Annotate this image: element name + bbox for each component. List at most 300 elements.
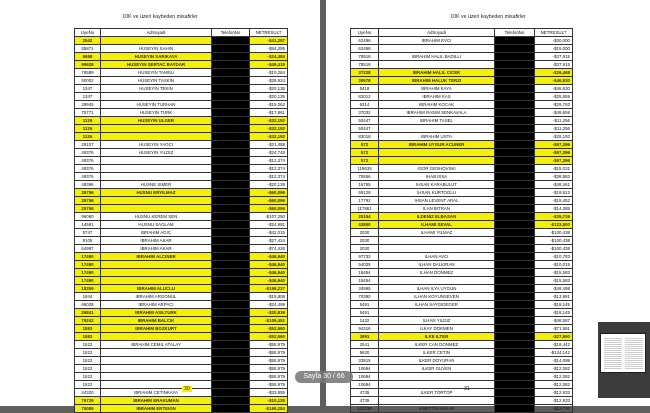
- table-row: [75, 149, 288, 157]
- table-row: [75, 389, 288, 397]
- cell-phone-redacted: [212, 237, 250, 245]
- cell-member-id: 25756: [75, 189, 101, 197]
- table-row: [75, 277, 288, 285]
- cell-member-id: 17490: [75, 261, 101, 269]
- cell-phone-redacted: [495, 229, 535, 237]
- table-row: [351, 293, 573, 301]
- cell-name: [379, 237, 495, 245]
- cell-phone-redacted: [495, 85, 535, 93]
- table-row: [351, 253, 573, 261]
- cell-net-result: -$17,861: [250, 109, 288, 117]
- cell-name: [379, 381, 495, 389]
- cell-net-result: -$12,374: [250, 173, 288, 181]
- table-row: [75, 213, 288, 221]
- cell-net-result: -$12,933: [535, 389, 573, 397]
- cell-member-id: 25154: [351, 213, 379, 221]
- cell-net-result: -$26,468: [535, 69, 573, 77]
- cell-name: HUSNU KEREM SEN: [101, 213, 212, 221]
- cell-phone-redacted: [212, 133, 250, 141]
- cell-phone-redacted: [495, 277, 535, 285]
- cell-member-id: 94316: [351, 325, 379, 333]
- cell-phone-redacted: [495, 173, 535, 181]
- table-row: [351, 309, 573, 317]
- cell-phone-redacted: [212, 37, 250, 45]
- table-row: [75, 37, 288, 45]
- cell-net-result: -$10,015: [535, 261, 573, 269]
- cell-phone-redacted: [212, 101, 250, 109]
- cell-name: ILKAY DOKMEN: [379, 325, 495, 333]
- cell-member-id: 572: [351, 157, 379, 165]
- table-row: [351, 53, 573, 61]
- cell-member-id: 1126: [75, 125, 101, 133]
- cell-member-id: 1126: [75, 133, 101, 141]
- table-row: [75, 125, 288, 133]
- cell-phone-redacted: [212, 141, 250, 149]
- table-row: [351, 109, 573, 117]
- table-row: [75, 237, 288, 245]
- cell-name: [101, 125, 212, 133]
- cell-member-id: 97733: [351, 253, 379, 261]
- cell-phone-redacted: [212, 365, 250, 373]
- cell-net-result: -$60,096: [250, 197, 288, 205]
- cell-name: HUSEYIN ULGER: [101, 117, 212, 125]
- cell-net-result: -$60,096: [250, 205, 288, 213]
- table-row: [351, 133, 573, 141]
- cell-member-id: 1432: [351, 317, 379, 325]
- table-row: [75, 309, 288, 317]
- cell-net-result: -$48,587: [535, 317, 573, 325]
- cell-member-id: 572: [351, 149, 379, 157]
- table-row: [75, 317, 288, 325]
- cell-name: IBRAHIM HALIL CICEK: [379, 69, 495, 77]
- cell-name: HUSEYIN TURK: [101, 109, 212, 117]
- cell-net-result: -$19,913: [535, 189, 573, 197]
- cell-net-result: -$20,839: [250, 309, 288, 317]
- cell-member-id: 17490: [75, 253, 101, 261]
- cell-net-result: -$25,659: [535, 93, 573, 101]
- table-row: [351, 189, 573, 197]
- table-row: [351, 389, 573, 397]
- page-number: 31: [464, 386, 470, 392]
- loss-table: [74, 28, 288, 413]
- cell-phone-redacted: [212, 69, 250, 77]
- cell-name: IBRAHIM HALIL BADILLI: [379, 53, 495, 61]
- cell-name: ILKER GUVEN: [379, 365, 495, 373]
- cell-phone-redacted: [495, 301, 535, 309]
- cell-phone-redacted: [495, 61, 535, 69]
- cell-name: [101, 349, 212, 357]
- cell-phone-redacted: [212, 125, 250, 133]
- cell-name: IBRAHIM HALUK TERZI: [379, 77, 495, 85]
- cell-net-result: -$55,979: [250, 365, 288, 373]
- cell-net-result: -$10,284: [250, 69, 288, 77]
- table-row: [75, 117, 288, 125]
- cell-net-result: -$14,099: [535, 357, 573, 365]
- cell-name: HUSEYIN TAMSU: [101, 69, 212, 77]
- cell-net-result: -$38,883: [535, 173, 573, 181]
- cell-name: IBRAHIM ASILTURK: [101, 309, 212, 317]
- cell-net-result: -$11,256: [535, 117, 573, 125]
- cell-member-id: 66028: [75, 301, 101, 309]
- table-row: [351, 141, 573, 149]
- cell-member-id: 2541: [351, 341, 379, 349]
- cell-net-result: -$55,979: [250, 357, 288, 365]
- cell-net-result: -$54,395: [250, 45, 288, 53]
- table-row: [351, 157, 573, 165]
- cell-phone-redacted: [212, 269, 250, 277]
- cell-member-id: 50002: [75, 77, 101, 85]
- cell-phone-redacted: [495, 365, 535, 373]
- cell-name: IBRAHIM AKAR: [101, 245, 212, 253]
- cell-net-result: -$27,990: [535, 333, 573, 341]
- table-row: [75, 285, 288, 293]
- cell-net-result: -$35,726: [535, 213, 573, 221]
- table-row: [351, 213, 573, 221]
- cell-name: [379, 309, 495, 317]
- cell-phone-redacted: [212, 325, 250, 333]
- cell-phone-redacted: [495, 117, 535, 125]
- cell-member-id: 25756: [75, 197, 101, 205]
- cell-name: HUSNE SIMER: [101, 181, 212, 189]
- cell-member-id: 10694: [351, 373, 379, 381]
- cell-member-id: 79089: [75, 405, 101, 413]
- cell-phone-redacted: [212, 157, 250, 165]
- cell-member-id: 25756: [75, 205, 101, 213]
- cell-net-result: -$24,484: [250, 53, 288, 61]
- cell-name: HUSEYIN YAGCI: [101, 141, 212, 149]
- cell-phone-redacted: [212, 301, 250, 309]
- cell-member-id: 37228: [351, 69, 379, 77]
- cell-name: [379, 245, 495, 253]
- cell-phone-redacted: [495, 325, 535, 333]
- cell-phone-redacted: [212, 221, 250, 229]
- cell-member-id: 14581: [75, 221, 101, 229]
- cell-name: [101, 93, 212, 101]
- cell-member-id: 18359: [75, 285, 101, 293]
- table-row: [351, 45, 573, 53]
- table-row: [75, 173, 288, 181]
- cell-name: IBRAHIM ARPACI: [101, 301, 212, 309]
- table-row: [351, 245, 573, 253]
- cell-net-result: -$12,374: [250, 157, 288, 165]
- cell-name: ILHAMI YILMAZ: [379, 229, 495, 237]
- cell-net-result: -$32,192: [250, 133, 288, 141]
- cell-phone-redacted: [495, 317, 535, 325]
- cell-member-id: 3991: [351, 333, 379, 341]
- cell-phone-redacted: [495, 101, 535, 109]
- cell-phone-redacted: [212, 205, 250, 213]
- cell-member-id: 50447: [351, 117, 379, 125]
- cell-net-result: -$11,256: [535, 125, 573, 133]
- cell-phone-redacted: [495, 53, 535, 61]
- cell-net-result: -$49,659: [535, 109, 573, 117]
- table-row: [75, 269, 288, 277]
- cell-phone-redacted: [212, 229, 250, 237]
- cell-net-result: -$29,192: [535, 133, 573, 141]
- cell-net-result: -$10,783: [535, 253, 573, 261]
- cell-net-result: -$109,451: [250, 317, 288, 325]
- cell-name: HUSEYIN SERTAC BAYDAR: [101, 61, 212, 69]
- cell-member-id: 34995: [351, 285, 379, 293]
- cell-name: ILHAN SAYGIDEGER: [379, 301, 495, 309]
- cell-phone-redacted: [495, 125, 535, 133]
- cell-member-id: 43800: [351, 221, 379, 229]
- cell-name: IBRAHIM USTA: [379, 133, 495, 141]
- table-header-row: [351, 29, 573, 37]
- cell-phone-redacted: [212, 309, 250, 317]
- table-row: [351, 173, 573, 181]
- cell-net-result: -$46,940: [250, 277, 288, 285]
- cell-net-result: -$13,981: [535, 293, 573, 301]
- table-row: [75, 69, 288, 77]
- cell-net-result: -$97,396: [535, 141, 573, 149]
- cell-phone-redacted: [212, 261, 250, 269]
- cell-net-result: -$46,930: [535, 77, 573, 85]
- header-net: NETRESULT: [250, 29, 288, 37]
- table-row: [75, 45, 288, 53]
- cell-name: [379, 373, 495, 381]
- cell-member-id: 62498: [351, 37, 379, 45]
- cell-net-result: -$55,979: [250, 349, 288, 357]
- cell-member-id: 5658: [75, 53, 101, 61]
- page-thumbnail-panel[interactable]: [598, 322, 650, 398]
- cell-member-id: 55871: [75, 45, 101, 53]
- cell-net-result: -$20,135: [250, 93, 288, 101]
- cell-phone-redacted: [495, 77, 535, 85]
- table-row: [75, 397, 288, 405]
- cell-name: IBRAHIM BOZKURT: [101, 325, 212, 333]
- cell-name: HUSEYIN SAHIN: [101, 45, 212, 53]
- cell-phone-redacted: [212, 277, 250, 285]
- header-phone: TelefonNo: [212, 29, 250, 37]
- cell-phone-redacted: [495, 405, 535, 413]
- cell-phone-redacted: [212, 245, 250, 253]
- cell-phone-redacted: [212, 389, 250, 397]
- table-row: [75, 93, 288, 101]
- cell-name: IBRAHIM ERTEKIN: [101, 405, 212, 413]
- cell-member-id: 44320: [75, 389, 101, 397]
- cell-net-result: -$18,145: [535, 301, 573, 309]
- cell-phone-redacted: [495, 37, 535, 45]
- table-row: [351, 237, 573, 245]
- cell-name: IHSAN KURTOGLU: [379, 189, 495, 197]
- cell-member-id: 82013: [351, 93, 379, 101]
- cell-name: [101, 133, 212, 141]
- cell-name: HUSEYIN TASKIN: [101, 77, 212, 85]
- cell-phone-redacted: [495, 45, 535, 53]
- cell-name: [101, 157, 212, 165]
- table-row: [351, 373, 573, 381]
- table-row: [351, 125, 573, 133]
- table-row: [351, 341, 573, 349]
- cell-net-result: -$13,730: [535, 405, 573, 413]
- cell-phone-redacted: [495, 341, 535, 349]
- cell-name: ILHAN ILYA UYGUN: [379, 285, 495, 293]
- table-row: [351, 317, 573, 325]
- cell-name: [101, 165, 212, 173]
- cell-phone-redacted: [212, 381, 250, 389]
- cell-name: IBRAHIM TASEL: [379, 117, 495, 125]
- cell-member-id: 10694: [351, 365, 379, 373]
- cell-member-id: 17490: [75, 277, 101, 285]
- cell-name: IBRAHIM BALCIK: [101, 317, 212, 325]
- cell-phone-redacted: [495, 221, 535, 229]
- table-row: [75, 341, 288, 349]
- page-thumbnail[interactable]: [600, 333, 646, 373]
- cell-name: IHSAN KARABULUT: [379, 181, 495, 189]
- cell-member-id: 39578: [351, 77, 379, 85]
- cell-net-result: -$33,855: [250, 389, 288, 397]
- cell-member-id: 2030: [351, 245, 379, 253]
- page-title: 10K ve üzeri kaybeden misafirler: [122, 14, 198, 20]
- cell-net-result: -$18,145: [535, 309, 573, 317]
- cell-net-result: -$21,488: [250, 141, 288, 149]
- table-row: [75, 205, 288, 213]
- cell-member-id: 1844: [75, 293, 101, 301]
- table-row: [351, 101, 573, 109]
- cell-name: IBRAHIM AKAR: [101, 237, 212, 245]
- cell-net-result: -$24,748: [250, 149, 288, 157]
- document-page-left: [0, 0, 320, 411]
- cell-name: IBRAHIM RASIM SENKAVALA: [379, 109, 495, 117]
- cell-name: HUSEYIN YILDIZ: [101, 149, 212, 157]
- cell-name: [101, 381, 212, 389]
- cell-member-id: 1583: [75, 333, 101, 341]
- table-row: [75, 109, 288, 117]
- cell-member-id: 5747: [75, 229, 101, 237]
- cell-phone-redacted: [212, 93, 250, 101]
- cell-net-result: -$15,062: [250, 101, 288, 109]
- cell-phone-redacted: [495, 309, 535, 317]
- cell-phone-redacted: [495, 157, 535, 165]
- cell-net-result: -$97,396: [535, 149, 573, 157]
- cell-member-id: 75771: [75, 109, 101, 117]
- cell-member-id: 572: [351, 141, 379, 149]
- cell-net-result: -$30,000: [535, 37, 573, 45]
- cell-phone-redacted: [212, 253, 250, 261]
- cell-member-id: 1522: [75, 357, 101, 365]
- cell-net-result: -$74,426: [250, 245, 288, 253]
- cell-member-id: 1522: [75, 373, 101, 381]
- cell-net-result: -$46,940: [250, 261, 288, 269]
- cell-phone-redacted: [495, 349, 535, 357]
- table-row: [75, 157, 288, 165]
- cell-name: ILHAN KOYUNSEVEN: [379, 293, 495, 301]
- thumbnail-page-right: [625, 338, 643, 370]
- table-row: [351, 397, 573, 405]
- cell-phone-redacted: [495, 165, 535, 173]
- cell-name: [101, 37, 212, 45]
- cell-net-result: -$55,979: [250, 373, 288, 381]
- cell-member-id: 48396: [75, 181, 101, 189]
- cell-member-id: 50447: [351, 125, 379, 133]
- cell-net-result: -$14,385: [535, 205, 573, 213]
- cell-name: ILMETTIN ASKAR: [379, 405, 495, 413]
- cell-name: [379, 157, 495, 165]
- cell-net-result: -$12,082: [535, 381, 573, 389]
- cell-member-id: 99928: [75, 61, 101, 69]
- table-row: [351, 85, 573, 93]
- cell-member-id: 37032: [351, 109, 379, 117]
- cell-net-result: -$12,082: [535, 373, 573, 381]
- table-row: [351, 221, 573, 229]
- table-row: [351, 77, 573, 85]
- cell-member-id: 78518: [351, 61, 379, 69]
- table-row: [75, 301, 288, 309]
- cell-net-result: -$15,583: [535, 269, 573, 277]
- cell-name: IBRAHIM UYGUR ACUNER: [379, 141, 495, 149]
- cell-member-id: 1583: [75, 325, 101, 333]
- cell-member-id: 76729: [75, 397, 101, 405]
- cell-name: ILAN BITRAN: [379, 205, 495, 213]
- cell-member-id: 1522: [75, 349, 101, 357]
- cell-name: ILKER CAN DONMEZ: [379, 341, 495, 349]
- table-row: [75, 293, 288, 301]
- cell-net-result: -$169,284: [250, 405, 288, 413]
- cell-name: [379, 125, 495, 133]
- cell-member-id: 78589: [75, 69, 101, 77]
- cell-member-id: 78518: [351, 53, 379, 61]
- cell-net-result: -$49,419: [250, 61, 288, 69]
- cell-phone-redacted: [212, 197, 250, 205]
- cell-member-id: 79242: [75, 317, 101, 325]
- cell-phone-redacted: [495, 93, 535, 101]
- cell-name: IGOR GESHOVSKI: [379, 165, 495, 173]
- table-row: [351, 269, 573, 277]
- page-indicator: Sayfa 30 / 66: [295, 371, 353, 383]
- cell-member-id: 4735: [351, 389, 379, 397]
- cell-net-result: -$166,227: [250, 285, 288, 293]
- cell-name: IBRAHIM EVCI: [379, 37, 495, 45]
- cell-member-id: 54997: [75, 245, 101, 253]
- table-row: [75, 101, 288, 109]
- cell-phone-redacted: [212, 285, 250, 293]
- table-row: [75, 405, 288, 413]
- table-row: [75, 53, 288, 61]
- cell-member-id: 83018: [351, 133, 379, 141]
- header-phone: TelefonNo: [495, 29, 535, 37]
- cell-net-result: -$28,924: [250, 77, 288, 85]
- cell-name: [101, 173, 212, 181]
- cell-phone-redacted: [212, 357, 250, 365]
- cell-net-result: -$100,438: [535, 237, 573, 245]
- cell-member-id: 49376: [75, 157, 101, 165]
- cell-net-result: -$24,991: [250, 221, 288, 229]
- header-name: AdSoyadi: [101, 29, 212, 37]
- cell-net-result: -$49,498: [535, 285, 573, 293]
- cell-phone-redacted: [495, 189, 535, 197]
- cell-phone-redacted: [212, 349, 250, 357]
- table-row: [351, 325, 573, 333]
- cell-member-id: 1522: [75, 341, 101, 349]
- cell-name: ILKER CETIN: [379, 349, 495, 357]
- cell-name: [379, 61, 495, 69]
- cell-net-result: -$37,915: [535, 53, 573, 61]
- cell-member-id: 1126: [75, 117, 101, 125]
- cell-member-id: 5418: [351, 85, 379, 93]
- cell-member-id: 49376: [75, 149, 101, 157]
- cell-member-id: 62498: [351, 45, 379, 53]
- table-row: [351, 229, 573, 237]
- cell-member-id: 10694: [351, 381, 379, 389]
- cell-name: [101, 373, 212, 381]
- cell-phone-redacted: [212, 85, 250, 93]
- cell-phone-redacted: [212, 373, 250, 381]
- table-row: [351, 197, 573, 205]
- cell-phone-redacted: [495, 69, 535, 77]
- page-number: 30: [184, 386, 190, 392]
- cell-member-id: 17792: [351, 197, 379, 205]
